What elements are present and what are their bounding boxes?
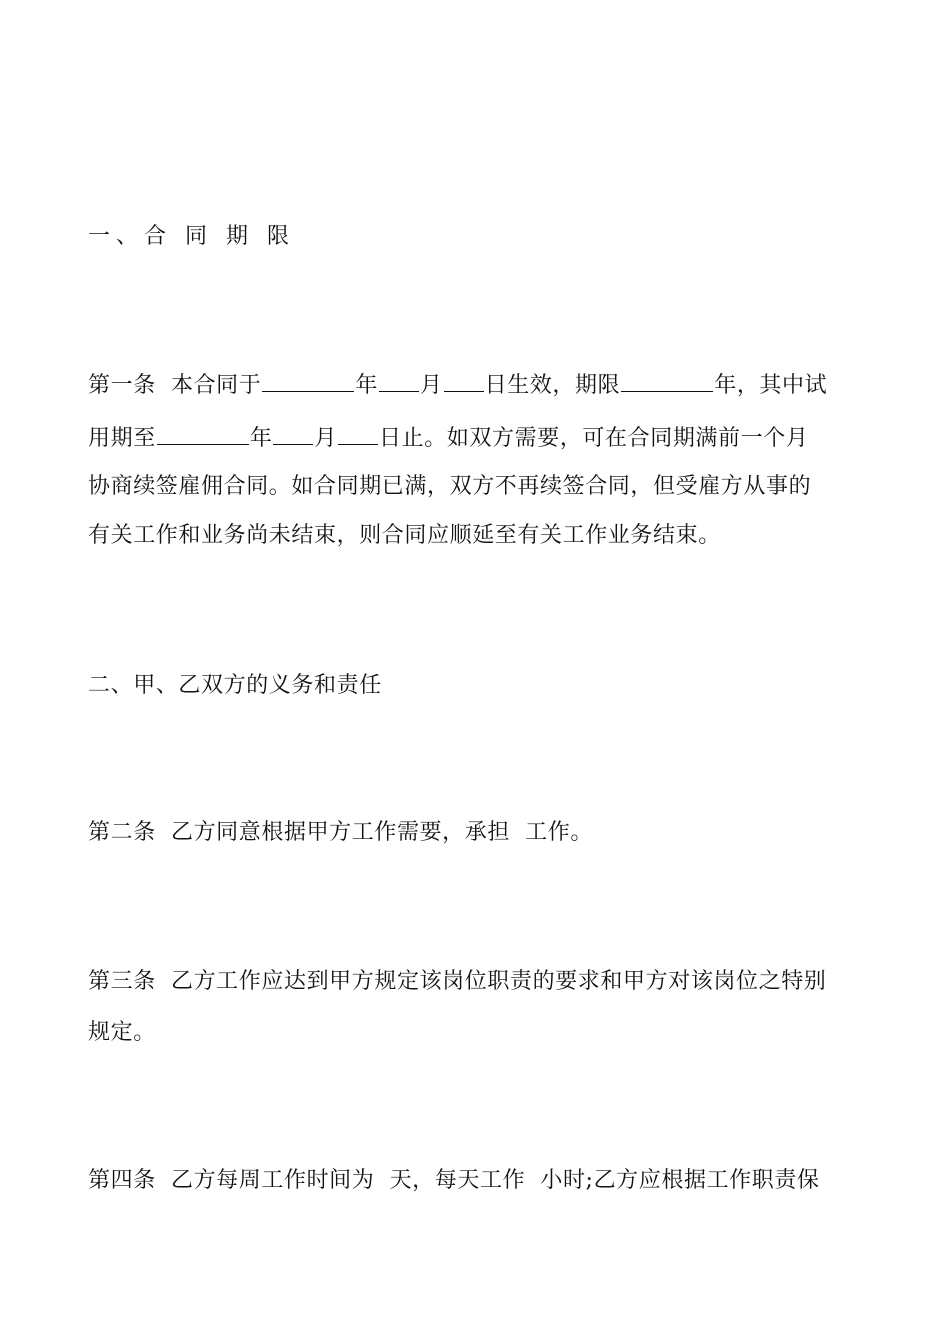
article-1-text: 年，其中试 — [714, 373, 828, 398]
section-heading-obligations: 二、甲、乙双方的义务和责任 — [88, 673, 382, 698]
blank-field-start-year — [262, 369, 354, 392]
blank-field-probation-month — [273, 422, 313, 445]
article-1-text: 用期至 — [88, 426, 156, 451]
blank-field-term-years — [621, 369, 713, 392]
article-1-text: 月 — [420, 373, 443, 398]
section-heading-contract-term: 一、合 同 期 限 — [88, 224, 295, 249]
article-3-line-1: 第三条 乙方工作应达到甲方规定该岗位职责的要求和甲方对该岗位之特别 — [88, 969, 827, 994]
article-1-line-1 — [88, 369, 827, 401]
article-4-line-1: 第四条 乙方每周工作时间为 天，每天工作 小时;乙方应根据工作职责保 — [88, 1168, 820, 1193]
article-1-text: 月 — [314, 426, 338, 451]
article-2-line-1: 第二条 乙方同意根据甲方工作需要，承担 工作。 — [88, 820, 593, 845]
article-1-line-3: 协商续签雇佣合同。如合同期已满，双方不再续签合同，但受雇方从事的 — [88, 474, 812, 499]
article-1-text: 第一条 本合同于 — [88, 373, 262, 398]
blank-field-start-month — [379, 369, 419, 392]
article-1-line-4: 有关工作和业务尚未结束，则合同应顺延至有关工作业务结束。 — [88, 523, 721, 548]
blank-field-start-day — [444, 369, 484, 392]
article-1-text: 年 — [355, 373, 378, 398]
blank-field-probation-day — [338, 422, 378, 445]
article-1-text: 日止。如双方需要，可在合同期满前一个月 — [379, 426, 809, 451]
blank-field-probation-year — [157, 422, 249, 445]
article-3-line-2: 规定。 — [88, 1020, 156, 1045]
article-1-text: 年 — [249, 426, 273, 451]
article-1-text: 日生效，期限 — [484, 373, 621, 398]
article-1-line-2 — [88, 422, 808, 454]
